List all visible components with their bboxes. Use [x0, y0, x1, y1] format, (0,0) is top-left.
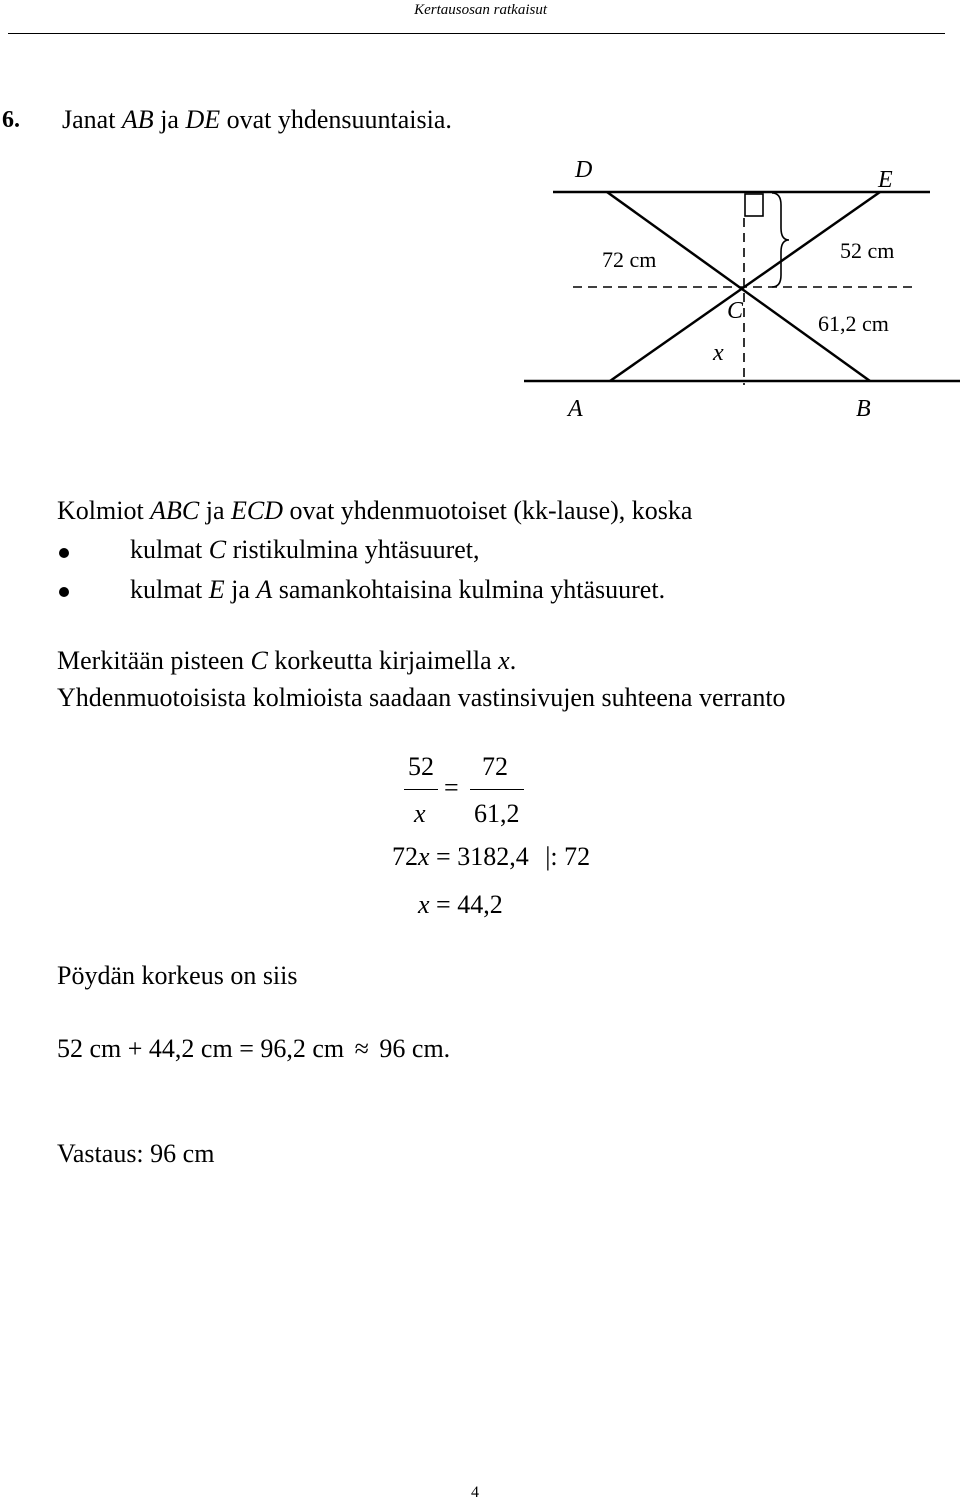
- angle-a: A: [256, 575, 273, 604]
- label-d: D: [575, 157, 593, 183]
- label-a: A: [568, 396, 583, 422]
- fraction2-numerator: 72: [482, 752, 508, 781]
- measure-52cm: 52 cm: [840, 238, 895, 263]
- bullet-icon: [59, 548, 69, 558]
- right-angle-marker: [745, 194, 763, 216]
- eq2-operation: |: 72: [545, 842, 591, 871]
- triangle-ecd: ECD: [231, 496, 284, 525]
- label-b: B: [856, 396, 871, 422]
- fraction1-bar: [404, 789, 438, 790]
- similarity-text-e: ovat yhdenmuotoiset (kk-lause), koska: [283, 496, 693, 525]
- height-brace: [772, 193, 789, 287]
- bullet-icon: [59, 587, 69, 597]
- equation-2: [392, 842, 590, 872]
- similarity-statement: [57, 496, 692, 526]
- bullet-item-2: [130, 575, 665, 605]
- bullet1-text-a: kulmat: [130, 535, 209, 564]
- approx-sign: ≈: [354, 1034, 369, 1063]
- intro-text-2: ja: [153, 105, 186, 134]
- eq2-coefficient: 72: [392, 842, 418, 871]
- fraction1-denominator: x: [414, 799, 426, 828]
- bullet1-text-c: ristikulmina yhtäsuuret,: [226, 535, 480, 564]
- fraction1-numerator: 52: [408, 752, 434, 781]
- angle-e: E: [208, 575, 225, 604]
- mark-text-c: korkeutta kirjaimella: [267, 646, 499, 675]
- proportion-intro: Yhdenmuotoisista kolmioista saadaan vastinsivujen suhteena verranto: [57, 683, 786, 712]
- equation-3: [418, 890, 503, 920]
- marking-statement: [57, 646, 516, 676]
- mark-text-e: .: [509, 646, 517, 675]
- segment-de: DE: [185, 105, 221, 134]
- angle-c: C: [208, 535, 227, 564]
- page-number: 4: [471, 1484, 479, 1501]
- answer: Vastaus: 96 cm: [57, 1139, 215, 1168]
- measure-72cm: 72 cm: [602, 247, 657, 272]
- eq2-variable: x: [418, 842, 430, 871]
- segment-ab: AB: [121, 105, 154, 134]
- label-e: E: [878, 167, 893, 193]
- bullet2-text-a: kulmat: [130, 575, 209, 604]
- fraction2-bar: [470, 789, 524, 790]
- final-sum: [57, 1034, 450, 1064]
- point-c: C: [250, 646, 268, 675]
- bullet-item-1: [130, 535, 480, 565]
- measure-61-2cm: 61,2 cm: [818, 311, 889, 336]
- bullet2-text-c: ja: [224, 575, 257, 604]
- eq3-variable: x: [418, 890, 430, 919]
- triangle-abc: ABC: [150, 496, 200, 525]
- label-x: x: [713, 340, 724, 366]
- bullet2-text-e: samankohtaisina kulmina yhtäsuuret.: [272, 575, 666, 604]
- variable-x: x: [498, 646, 510, 675]
- sum-expression: 52 cm + 44,2 cm = 96,2 cm: [57, 1034, 345, 1063]
- intro-text-1: Janat: [62, 105, 122, 134]
- table-height-statement: Pöydän korkeus on siis: [57, 961, 298, 990]
- equals-sign: =: [444, 773, 459, 802]
- rounded-result: 96 cm.: [379, 1034, 451, 1063]
- mark-text-a: Merkitään pisteen: [57, 646, 251, 675]
- eq2-rhs: = 3182,4: [436, 842, 529, 871]
- eq3-rhs: = 44,2: [436, 890, 503, 919]
- fraction2-denominator: 61,2: [474, 799, 520, 828]
- similarity-text-a: Kolmiot: [57, 496, 151, 525]
- geometry-figure: [0, 0, 960, 440]
- running-header: Kertausosan ratkaisut: [414, 2, 547, 18]
- label-c: C: [727, 298, 744, 324]
- similarity-text-c: ja: [199, 496, 232, 525]
- intro-text-3: ovat yhdensuuntaisia.: [220, 105, 452, 134]
- problem-number: 6.: [2, 107, 20, 133]
